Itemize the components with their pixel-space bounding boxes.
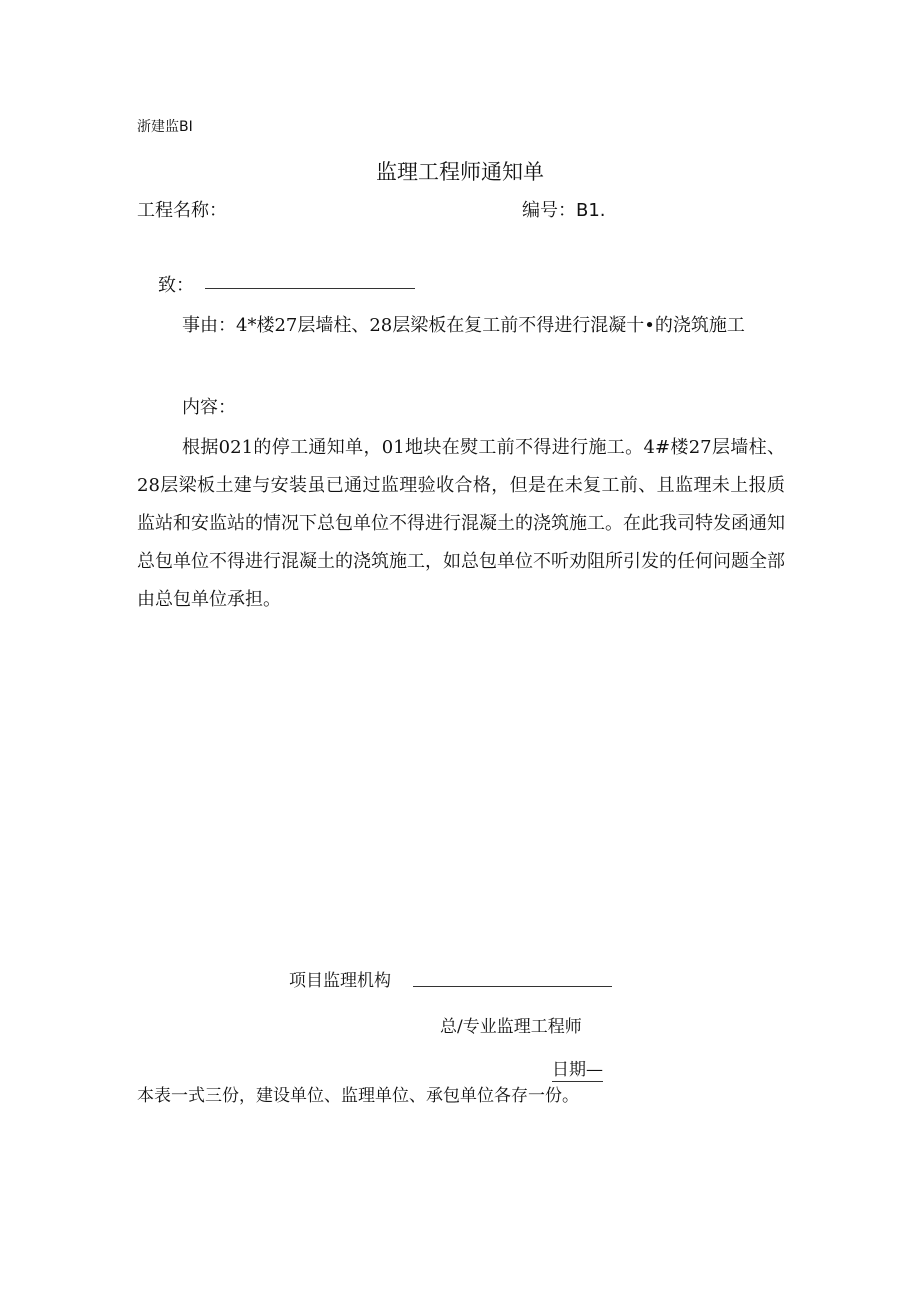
serial-number-label: 编号：B1. <box>522 200 606 221</box>
supervision-org-blank-line <box>413 986 612 987</box>
date-label: 日期— <box>552 1055 603 1082</box>
reason-paragraph: 事由：4*楼27层墙柱、28层梁板在复工前不得进行混凝十•的浇筑施工 <box>182 315 745 336</box>
recipient-label: 致： <box>158 275 194 296</box>
recipient-blank-line <box>205 288 415 289</box>
document-title: 监理工程师通知单 <box>376 160 544 184</box>
supervision-org-label: 项目监理机构 <box>289 971 391 991</box>
footer-note: 本表一式三份，建设单位、监理单位、承包单位各存一份。 <box>137 1086 579 1106</box>
project-name-label: 工程名称： <box>137 200 227 221</box>
form-code: 浙建监BI <box>137 119 193 135</box>
content-body: 根据021的停工通知单，01地块在熨工前不得进行施工。4#楼27层墙柱、28层梁板土建与安装虽已通过监理验收合格，但是在未复工前、且监理未上报质监站和安监站的情况下总包单位不得进行混凝土的浇筑施工。在此我司特发函通知总包单位不得进行混凝土的浇筑施工，如总包单位不听劝阻所引发的任何问题全部由总包单位承担。 <box>137 437 785 610</box>
engineer-signature-label: 总/专业监理工程师 <box>440 1017 582 1037</box>
content-label: 内容： <box>182 397 236 418</box>
